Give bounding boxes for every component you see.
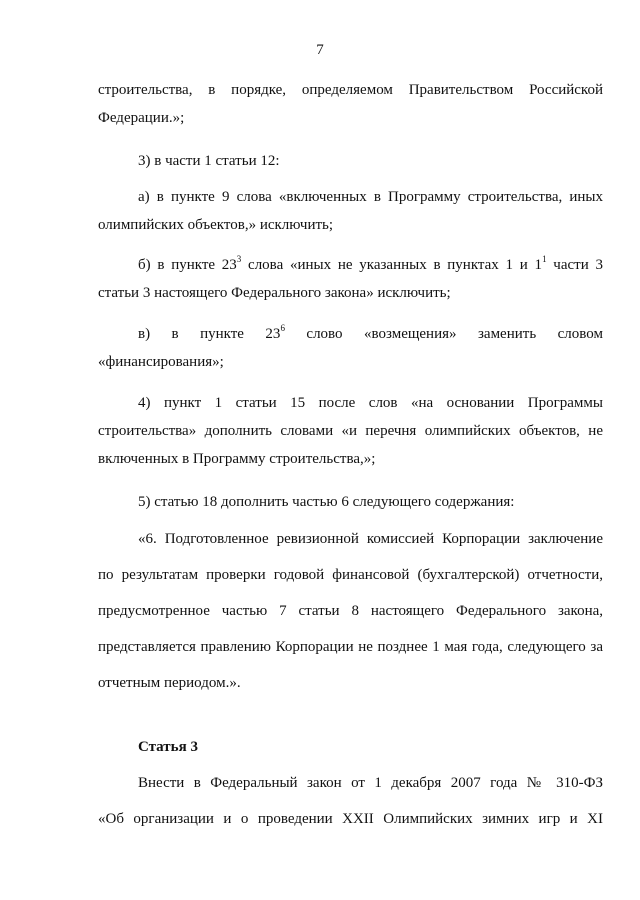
paragraph-article-3 bbox=[98, 769, 603, 833]
text-line: 3) в части 1 статьи 12: bbox=[138, 153, 280, 169]
text-line: «Об организации и о проведении XXII Олимпийских зимних игр и XI bbox=[98, 811, 603, 827]
text-line: статьи 3 настоящего Федерального закона» исключить; bbox=[98, 285, 451, 301]
paragraph-item-b bbox=[98, 251, 603, 307]
text-line: олимпийских объектов,» исключить; bbox=[98, 217, 334, 233]
article-heading bbox=[98, 733, 603, 761]
heading-text: Статья 3 bbox=[138, 739, 198, 755]
paragraph-item-v bbox=[98, 320, 603, 376]
text-line: 4) пункт 1 статьи 15 после слов «на основании Программы bbox=[138, 395, 603, 411]
text-line: Внести в Федеральный закон от 1 декабря 2007 года № 310-ФЗ bbox=[138, 775, 603, 791]
page-number: 7 bbox=[316, 42, 324, 58]
text-line: представляется правлению Корпорации не позднее 1 мая года, следующего за bbox=[98, 639, 603, 655]
text-fragment: в) в пункте 23 bbox=[138, 326, 281, 342]
text-fragment: части 3 bbox=[546, 257, 603, 273]
text-line: «6. Подготовленное ревизионной комиссией Корпорации заключение bbox=[138, 531, 603, 547]
text-line: Федерации.»; bbox=[98, 110, 185, 126]
paragraph-continuation bbox=[98, 76, 603, 132]
text-line bbox=[98, 251, 603, 279]
paragraph-item-a bbox=[98, 183, 603, 239]
text-line: 5) статью 18 дополнить частью 6 следующего содержания: bbox=[138, 494, 515, 510]
superscript: 6 bbox=[280, 323, 285, 333]
paragraph-item-4 bbox=[98, 389, 603, 473]
text-fragment: слова «иных не указанных в пунктах 1 и 1 bbox=[241, 257, 543, 273]
text-line: отчетным периодом.». bbox=[98, 675, 241, 691]
text-fragment: слово «возмещения» заменить словом bbox=[284, 326, 603, 342]
text-line: по результатам проверки годовой финансовой (бухгалтерской) отчетности, bbox=[98, 567, 603, 583]
superscript: 1 bbox=[542, 254, 547, 264]
text-line: строительства, в порядке, определяемом Правительством Российской bbox=[98, 82, 603, 98]
text-line: строительства» дополнить словами «и перечня олимпийских объектов, не bbox=[98, 423, 603, 439]
text-line bbox=[98, 320, 603, 348]
superscript: 3 bbox=[236, 254, 242, 264]
text-line: а) в пункте 9 слова «включенных в Программу строительства, иных bbox=[138, 189, 603, 205]
paragraph-quote-part-6 bbox=[98, 525, 603, 697]
paragraph-item-5 bbox=[98, 488, 603, 516]
text-fragment: б) в пункте 23 bbox=[138, 257, 237, 273]
text-line: включенных в Программу строительства,»; bbox=[98, 451, 376, 467]
text-line: «финансирования»; bbox=[98, 354, 224, 370]
paragraph-item-3 bbox=[98, 147, 603, 175]
text-line: предусмотренное частью 7 статьи 8 настоящего Федерального закона, bbox=[98, 603, 603, 619]
